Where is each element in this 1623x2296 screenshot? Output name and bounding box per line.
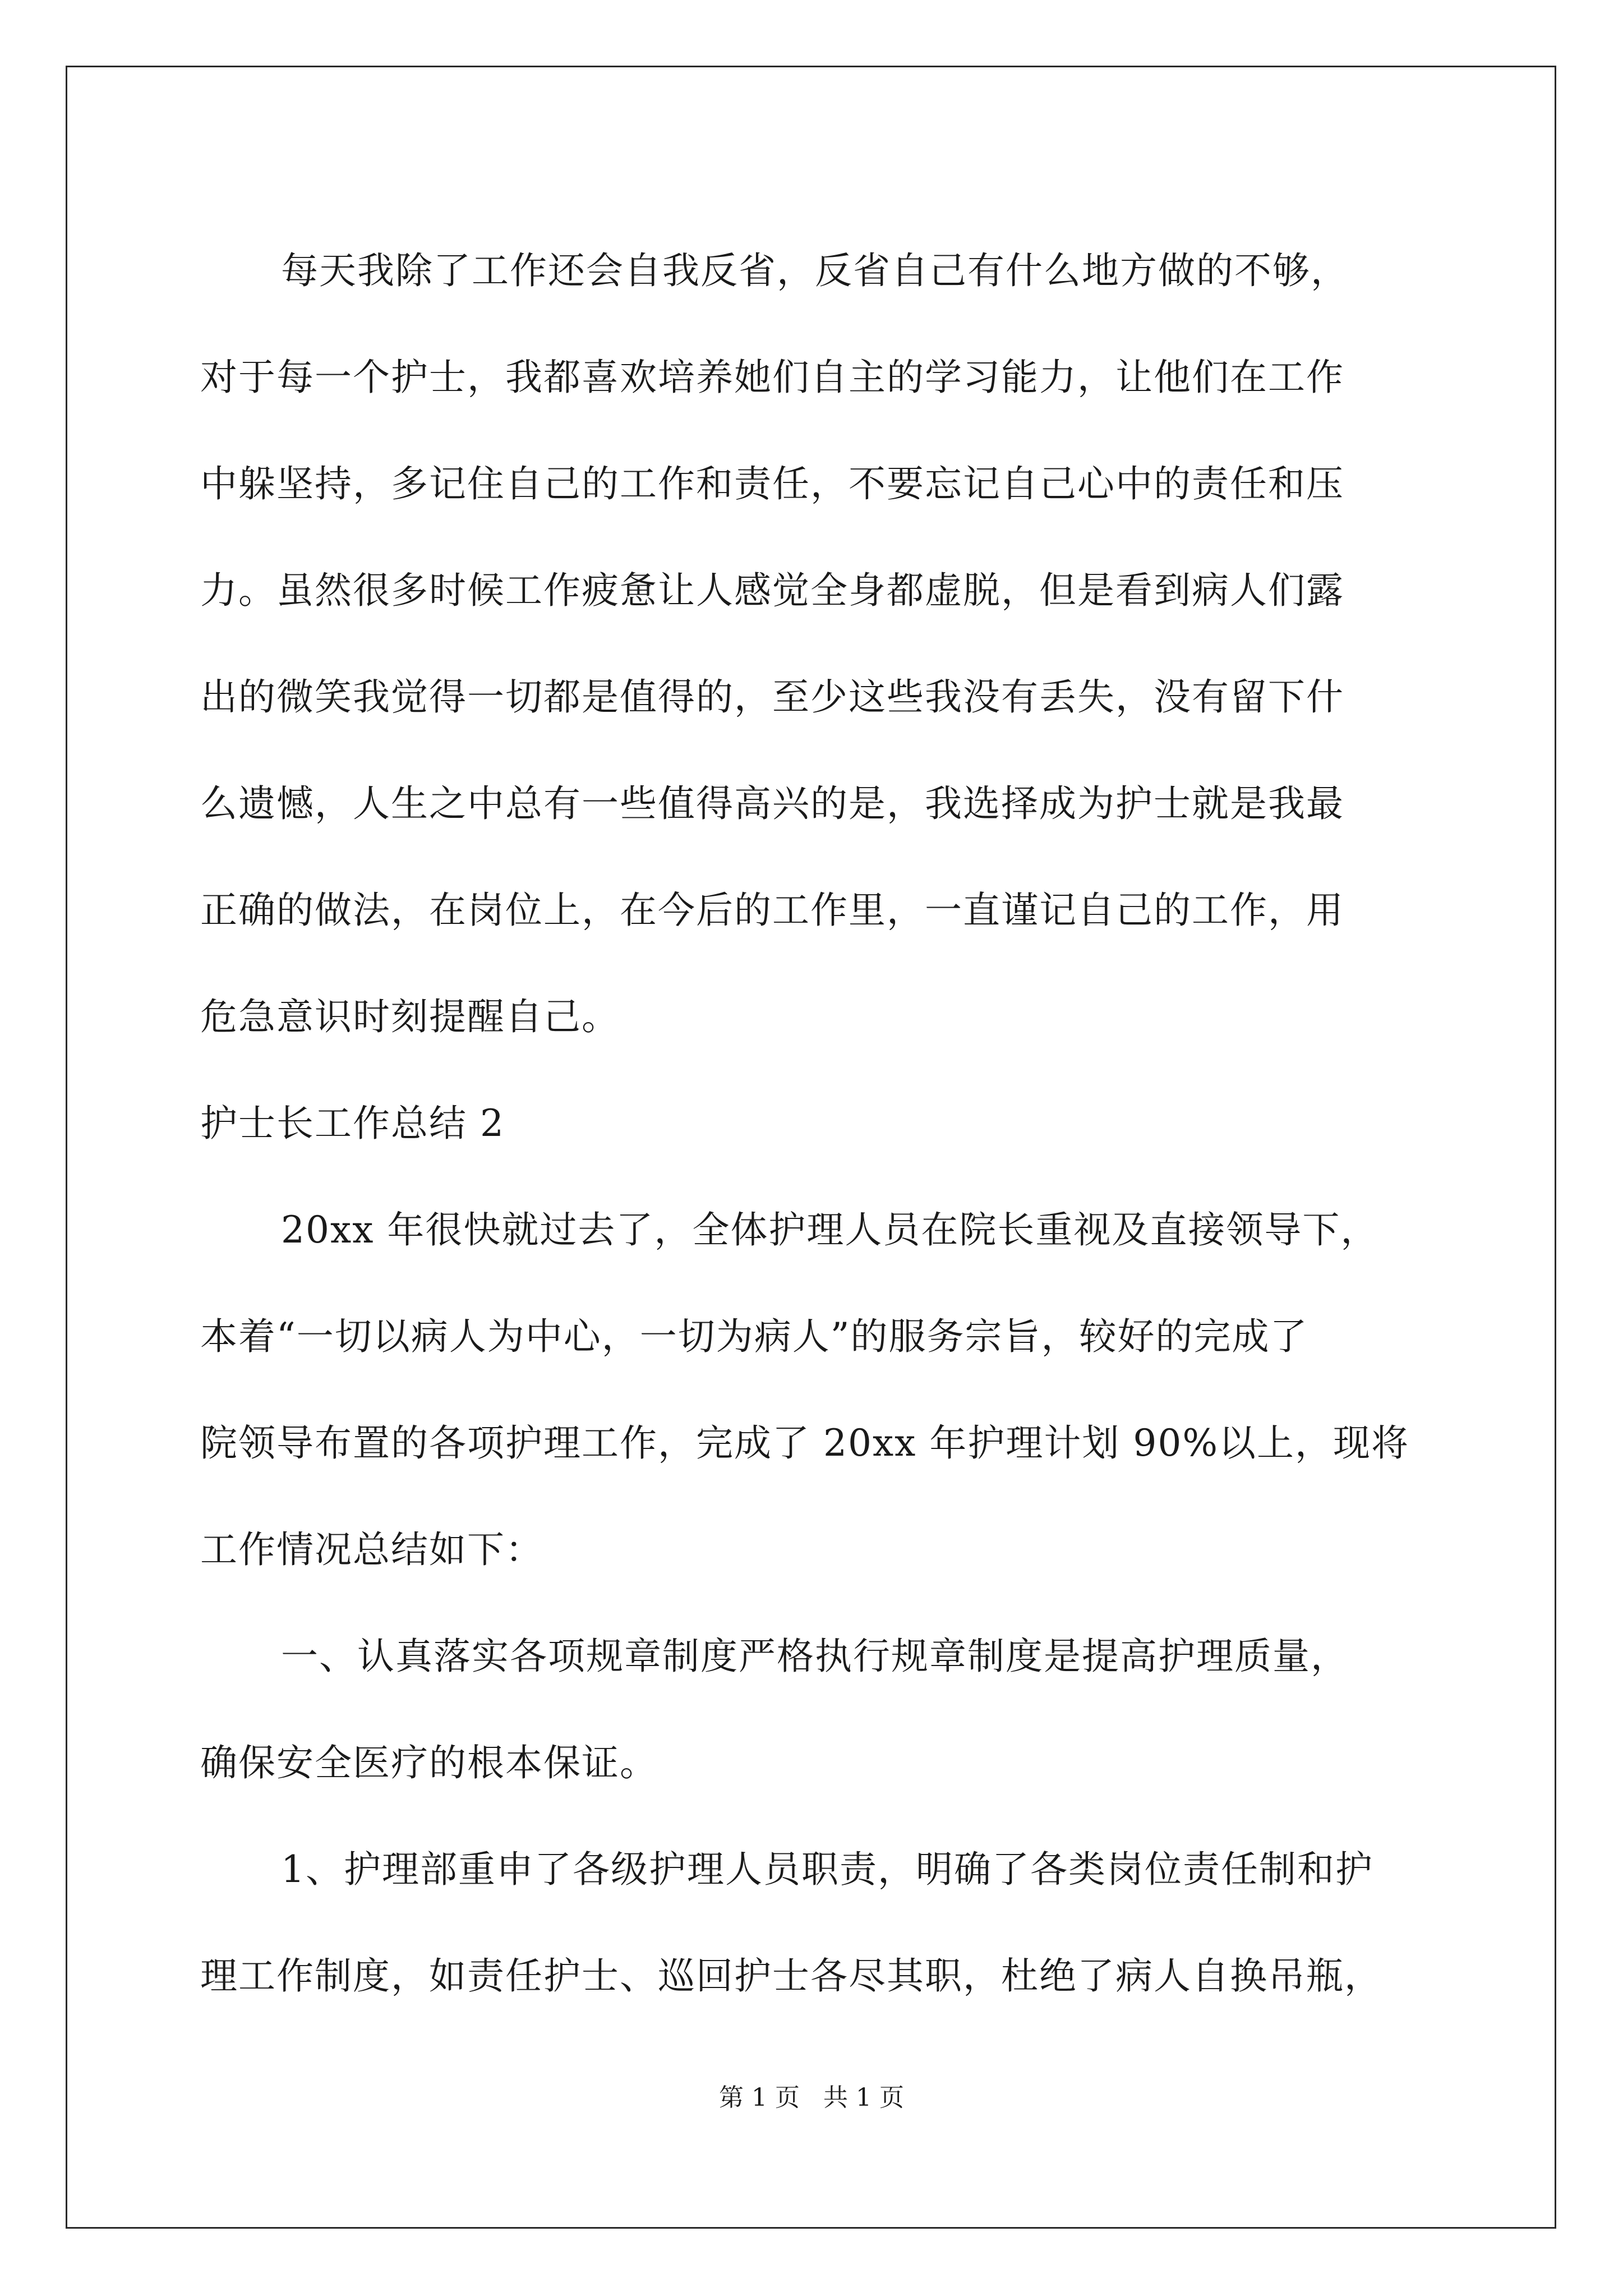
text-line-3: 中躲坚持，多记住自己的工作和责任，不要忘记自己心中的责任和压 xyxy=(200,462,1344,505)
text-line-10: 20xx 年很快就过去了，全体护理人员在院长重视及直接领导下， xyxy=(281,1208,1379,1251)
text-line-8: 危急意识时刻提醒自己。 xyxy=(200,995,620,1038)
text-line-13: 工作情况总结如下： xyxy=(200,1528,543,1571)
page-number-total: 共 1 页 xyxy=(823,2083,904,2112)
text-line-11: 本着“一切以病人为中心，一切为病人”的服务宗旨，较好的完成了 xyxy=(200,1315,1308,1358)
text-line-16: 1、护理部重申了各级护理人员职责，明确了各类岗位责任制和护 xyxy=(281,1848,1373,1891)
text-line-1: 每天我除了工作还会自我反省，反省自己有什么地方做的不够， xyxy=(281,249,1349,292)
page-footer xyxy=(0,2081,1623,2115)
text-line-7: 正确的做法，在岗位上，在今后的工作里，一直谨记自己的工作，用 xyxy=(200,889,1344,932)
text-line-5: 出的微笑我觉得一切都是值得的，至少这些我没有丢失，没有留下什 xyxy=(200,675,1344,719)
section-heading: 护士长工作总结 2 xyxy=(200,1102,505,1145)
text-line-2: 对于每一个护士，我都喜欢培养她们自主的学习能力，让他们在工作 xyxy=(200,356,1344,399)
document-body xyxy=(200,218,1484,2030)
text-line-17: 理工作制度，如责任护士、巡回护士各尽其职，杜绝了病人自换吊瓶， xyxy=(200,1954,1382,1998)
text-line-15: 确保安全医疗的根本保证。 xyxy=(200,1741,658,1784)
text-line-6: 么遗憾，人生之中总有一些值得高兴的是，我选择成为护士就是我最 xyxy=(200,782,1344,825)
page-number-current: 第 1 页 xyxy=(719,2083,800,2112)
text-line-4: 力。虽然很多时候工作疲惫让人感觉全身都虚脱，但是看到病人们露 xyxy=(200,569,1344,612)
text-line-12: 院领导布置的各项护理工作，完成了 20xx 年护理计划 90%以上，现将 xyxy=(200,1421,1410,1465)
text-line-14: 一、认真落实各项规章制度严格执行规章制度是提高护理质量， xyxy=(281,1635,1349,1678)
